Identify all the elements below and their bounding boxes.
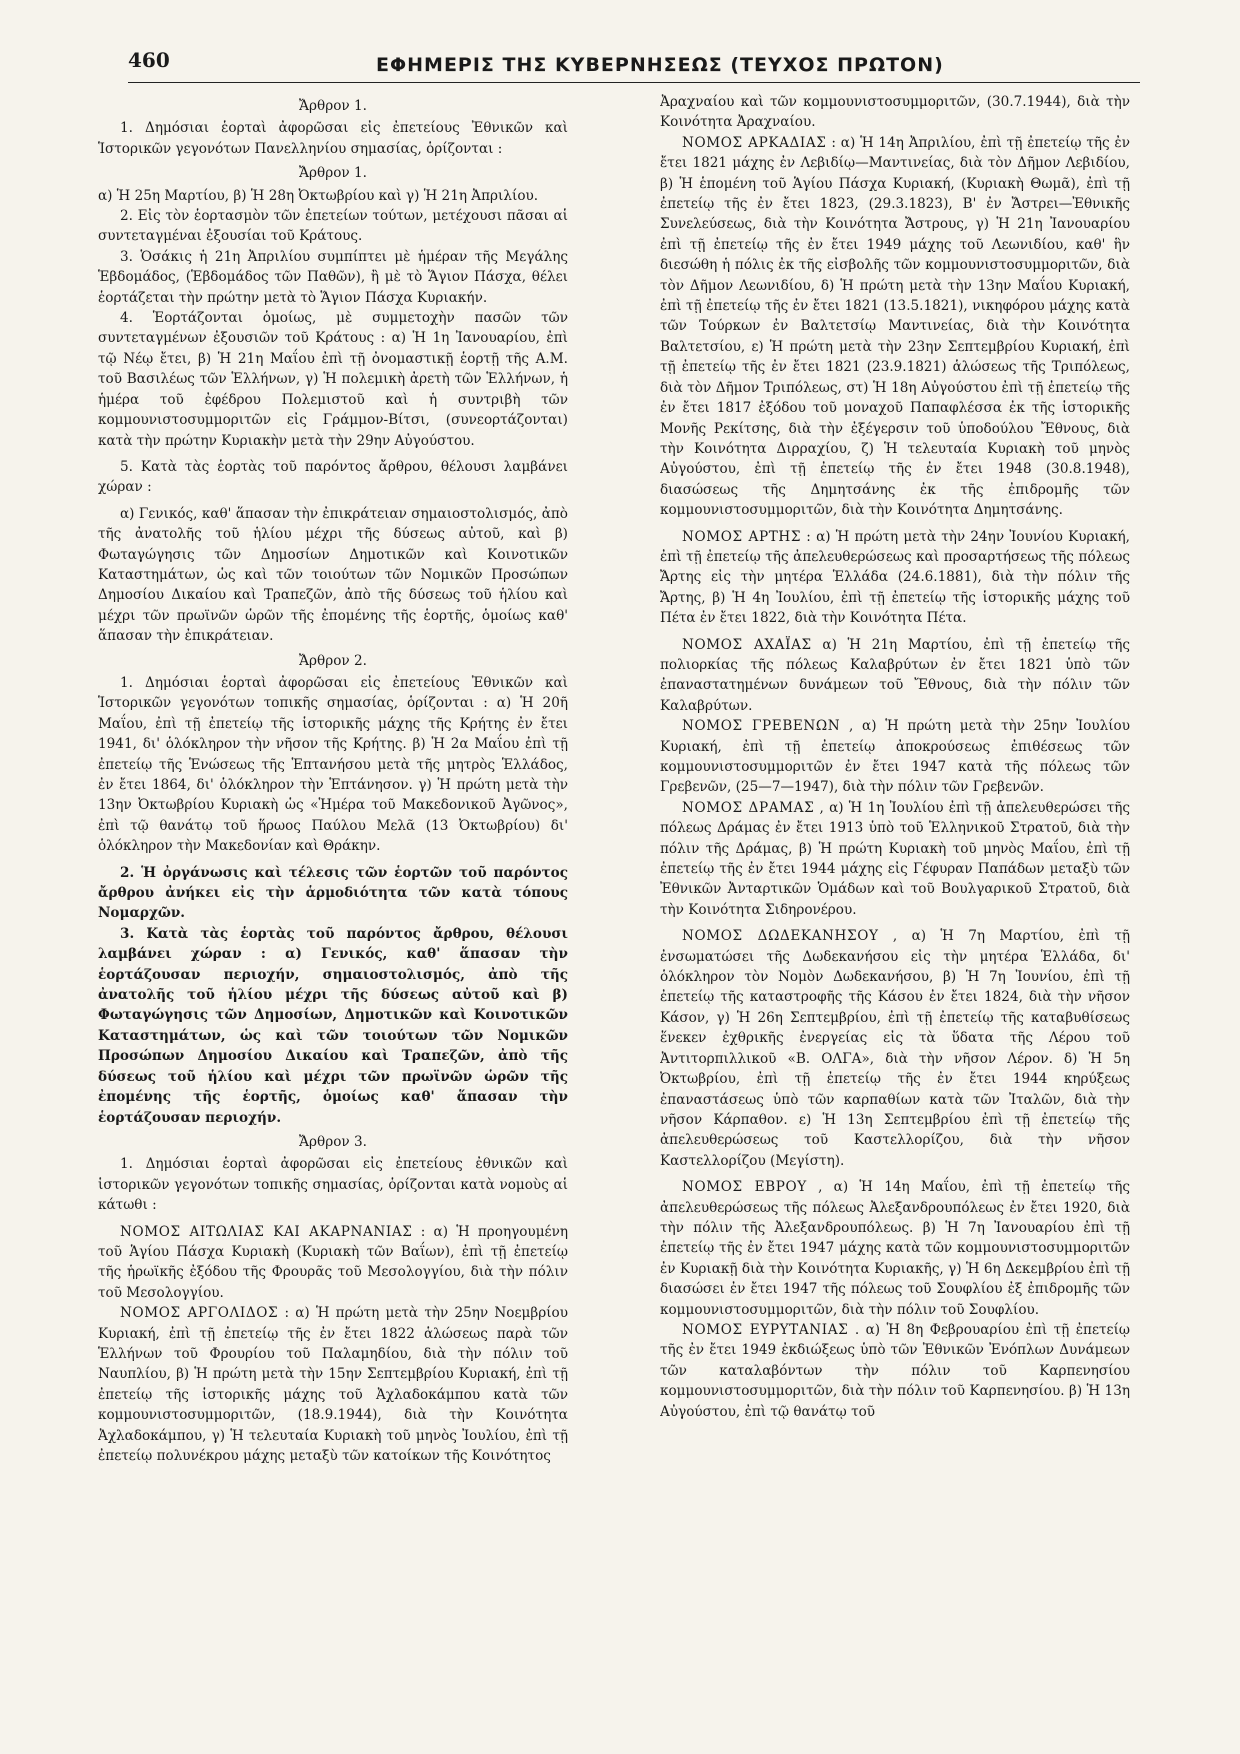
right-column [660,92,1130,1732]
nomos-dodekanisou-name: ΝΟΜΟΣ ΔΩΔΕΚΑΝΗΣΟΥ [682,928,879,945]
article-2-title: Ἄρθρον 2. [299,652,367,669]
nomos-grevenon-entry [660,716,1130,798]
article-3-paragraph-1: 1. Δημόσιαι ἑορταὶ ἀφορῶσαι εἰς ἐπετείους ἐθνικῶν καὶ ἱστορικῶν γεγονότων τοπικῆς σημασίας, ὁρίζονται κατὰ νομοὺς αἱ κάτωθι : [98,1156,568,1214]
nomos-dramas-text: , α) Ἡ 1η Ἰουλίου ἐπὶ τῇ ἀπελευθερώσει τῆς πόλεως Δράμας ἐν ἔτει 1913 ὑπὸ τοῦ Ἑλληνικοῦ Στρατοῦ, διὰ τὴν πόλιν τῆς Δράμας, β) Ἡ πρώτη Κυριακὴ τοῦ μηνὸς Μαΐου, ἐπὶ τῇ ἐπετείῳ τῆς ἐν ἔτει 1944 μάχης εἰς Γέφυραν Παπάδων μεταξὺ τῶν Ἐθνικῶν Ἀνταρτικῶν Ὁμάδων καὶ τοῦ Βουλγαρικοῦ Στρατοῦ, διὰ τὴν Κοινότητα Σιδηρονέρου. [660,799,1130,918]
nomos-arkadias-entry [660,133,1130,521]
nomos-dodekanisou-text: , α) Ἡ 7η Μαρτίου, ἐπὶ τῇ ἐνσωματώσει τῆς Δωδεκανήσου εἰς τὴν μητέρα Ἑλλάδα, δι' ὁλόκληρον τὸν Νομὸν Δωδεκανήσου, β) Ἡ 7η Ἰουνίου, ἐπὶ τῇ ἐπετείῳ τῆς καταστροφῆς τῆς Κάσου ἐν ἔτει 1824, διὰ τὴν νῆσον Κάσον, γ) Ἡ 26η Σεπτεμβρίου, ἐπὶ τῇ ἐπετείῳ τῆς καταβυθίσεως ἕνεκεν ἐχθρικῆς ἐνεργείας εἰς τὰ ὕδατα τῆς Λέρου τοῦ Ἀντιτορπιλλικοῦ «Β. ΟΛΓΑ», διὰ τὴν νῆσον Λέρον. δ) Ἡ 5η Ὀκτωβρίου, ἐπὶ τῇ ἐπετείῳ τῆς ἐν ἔτει 1944 κηρύξεως ἐπαναστάσεως ὑπὸ τῶν καρπαθίων κατὰ τῶν Ἰταλῶν, διὰ τὴν νῆσον Κάρπαθον. ε) Ἡ 13η Σεπτεμβρίου ἐπὶ τῇ ἐπετείῳ τῆς ἀπελευθερώσεως τοῦ Καστελλορίζου, διὰ τὴν νῆσον Καστελλορίζου (Μεγίστη). [660,928,1130,1169]
nomos-evrytanias-name: ΝΟΜΟΣ ΕΥΡΥΤΑΝΙΑΣ [682,1321,849,1338]
nomos-argolidos-text: : α) Ἡ πρώτη μετὰ τὴν 25ην Νοεμβρίου Κυριακή, ἐπὶ τῇ ἐπετείῳ τῆς ἐν ἔτει 1822 ἁλώσεως παρὰ τῶν Ἑλλήνων τοῦ Φρουρίου τοῦ Παλαμηδίου, διὰ τὴν πόλιν τοῦ Ναυπλίου, β) Ἡ πρώτη μετὰ τὴν 15ην Σεπτεμβρίου Κυριακή, ἐπὶ τῇ ἐπετείῳ τῆς ἱστορικῆς μάχης τοῦ Ἀχλαδοκάμπου κατὰ τῶν κομμουνιστοσυμμοριτῶν, (18.9.1944), διὰ τὴν Κοινότητα Ἀχλαδοκάμπου, γ) Ἡ τελευταία Κυριακὴ τοῦ μηνὸς Ἰουλίου, ἐπὶ τῇ ἐπετείῳ πολυνέκρου μάχης μεταξὺ τῶν κατοίκων τῆς Κοινότητος [98,1305,568,1464]
continuation-text: Ἀραχναίου καὶ τῶν κομμουνιστοσυμμοριτῶν, (30.7.1944), διὰ τὴν Κοινότητα Ἀραχναίου. [660,94,1130,131]
nomos-achaias-text: α) Ἡ 21η Μαρτίου, ἐπὶ τῇ ἐπετείῳ τῆς πολιορκίας τῆς πόλεως Καλαβρύτων ἐν ἔτει 1821 ὑπὸ τῶν ἐπαναστατημένων δυνάμεων τοῦ Ἔθνους, διὰ τὴν πόλιν τῶν Καλαβρύτων. [660,636,1130,714]
article-1-paragraph-2: 2. Εἰς τὸν ἑορτασμὸν τῶν ἐπετείων τούτων, μετέχουσι πᾶσαι αἱ συντεταγμέναι ἐξουσίαι τοῦ Κράτους. [98,208,568,245]
nomos-artis-text: : α) Ἡ πρώτη μετὰ τὴν 24ην Ἰουνίου Κυριακή, ἐπὶ τῇ ἐπετείῳ τῆς ἀπελευθερώσεως καὶ προσαρτήσεως τῆς πόλεως Ἄρτης εἰς τὴν μητέρα Ἑλλάδα (24.6.1881), διὰ τὴν πόλιν τῆς Ἄρτης, β) Ἡ 4η Ἰουλίου, ἐπὶ τῇ ἐπετείῳ τῆς ἱστορικῆς μάχης τοῦ Πέτα ἐν ἔτει 1822, διὰ τὴν Κοινότητα Πέτα. [660,528,1130,627]
article-2-paragraph-3: 3. Κατὰ τὰς ἑορτὰς τοῦ παρόντος ἄρθρου, θέλουσι λαμβάνει χώραν : α) Γενικός, καθ' ἅπασαν τὴν ἑορτάζουσαν περιοχήν, σημαιοστολισμός, ἀπὸ τῆς ἀνατολῆς τοῦ ἡλίου μέχρι τῆς δύσεως αὐτοῦ καὶ β) Φωταγώγησις τῶν Δημοσίων, Δημοτικῶν καὶ Κοινοτικῶν Καταστημάτων, ὡς καὶ τῶν τοιούτων τῶν Νομικῶν Προσώπων Δημοσίου Δικαίου καὶ Τραπεζῶν, ἀπὸ τῆς δύσεως τοῦ ἡλίου καὶ μέχρι τῶν πρωϊνῶν ὡρῶν τῆς ἐπομένης τῆς ἑορτῆς, ὁμοίως καθ' ἅπασαν τὴν ἑορτάζουσαν περιοχήν. [98,925,568,1126]
nomos-evrou-text: , α) Ἡ 14η Μαΐου, ἐπὶ τῇ ἐπετείῳ τῆς ἀπελευθερώσεως τῆς πόλεως Ἀλεξανδρουπόλεως ἐν ἔτει 1920, διὰ τὴν πόλιν τῆς Ἀλεξανδρουπόλεως. β) Ἡ 7η Ἰανουαρίου ἐπὶ τῇ ἐπετείῳ τῆς ἐν ἔτει 1947 μάχης κατὰ τῶν κομμουνιστοσυμμοριτῶν ἐν Κυριακῇ διὰ τὴν Κοινότητα Κυριακῆς, γ) Ἡ 6η Δεκεμβρίου ἐπὶ τῇ διασώσει ἐν ἔτει 1947 τῆς πόλεως τοῦ Σουφλίου ἐξ ἐπιδρομῆς τῶν κομμουνιστοσυμμοριτῶν, διὰ τὴν πόλιν τοῦ Σουφλίου. [660,1179,1130,1318]
nomos-evrytanias-entry [660,1320,1130,1422]
nomos-grevenon-name: ΝΟΜΟΣ ΓΡΕΒΕΝΩΝ [682,718,841,735]
nomos-achaias-name: ΝΟΜΟΣ ΑΧΑΪΑΣ [682,636,812,653]
running-head: ΕΦΗΜΕΡΙΣ ΤΗΣ ΚΥΒΕΡΝΗΣΕΩΣ (ΤΕΥΧΟΣ ΠΡΩΤΟΝ) [376,54,944,76]
left-column [98,92,568,1732]
nomos-artis-entry [660,527,1130,629]
nomos-argolidos-entry [98,1303,568,1466]
nomos-arkadias-text: : α) Ἡ 14η Ἀπριλίου, ἐπὶ τῇ ἐπετείῳ τῆς ἐν ἔτει 1821 μάχης ἐν Λεβιδίῳ—Μαντινείας, διὰ τὸν Δῆμον Λεβιδίου, β) Ἡ ἑπομένη τοῦ Ἁγίου Πάσχα Κυριακή, (Κυριακὴ Θωμᾶ), ἐπὶ τῇ ἐπετείῳ τῆς ἐν ἔτει 1823, (29.3.1823), Β' ἐν Ἄστρει—Ἐθνικῆς Συνελεύσεως, διὰ τὴν Κοινότητα Ἄστρους, γ) Ἡ 21η Ἰανουαρίου ἐπὶ τῇ ἐπετείῳ τῆς ἐν ἔτει 1949 μάχης τοῦ Λεωνιδίου, καθ' ἣν διεσώθη ἡ πόλις ἐκ τῆς εἰσβολῆς τῶν κομμουνιστοσυμμοριτῶν, διὰ τὸν Δῆμον Λεωνιδίου, δ) Ἡ πρώτη μετὰ τὴν 13ην Μαΐου Κυριακή, ἐπὶ τῇ ἐπετείῳ τῆς ἐν ἔτει 1821 (13.5.1821), νικηφόρου μάχης κατὰ τῶν Τούρκων ἐν Βαλτετσίῳ Μαντινείας, διὰ τὴν Κοινότητα Βαλτετσίου, ε) Ἡ πρώτη μετὰ τὴν 23ην Σεπτεμβρίου Κυριακή, ἐπὶ τῇ ἐπετείῳ τῆς ἐν ἔτει 1821 (23.9.1821) ἁλώσεως τῆς Τριπόλεως, διὰ τὸν Δῆμον Τριπόλεως, στ) Ἡ 18η Αὐγούστου ἐπὶ τῇ ἐπετείῳ τῆς ἐν ἔτει 1817 ἐξόδου τοῦ μοναχοῦ Παπαφλέσσα ἐκ τῆς ἱστορικῆς Μονῆς Ρεκίτσης, διὰ τὴν ἐξέγερσιν τοῦ ὑποδούλου Ἔθνους, διὰ τὴν Κοινότητα Διρραχίου, ζ) Ἡ τελευταία Κυριακὴ τοῦ μηνὸς Αὐγούστου, ἐπὶ τῇ ἐπετείῳ τῆς ἐν ἔτει 1948 (30.8.1948), διασώσεως τῆς Δημητσάνης ἐκ τῆς ἐπιδρομῆς τῶν κομμουνιστοσυμμοριτῶν, διὰ τὴν Κοινότητα Δημητσάνης. [660,134,1130,519]
nomos-aitolias-text: : α) Ἡ προηγουμένη τοῦ Ἁγίου Πάσχα Κυριακὴ (Κυριακὴ τῶν Βαΐων), ἐπὶ τῇ ἐπετείῳ τῆς ἡρωϊκῆς ἐξόδου τῆς Φρουρᾶς τοῦ Μεσολογγίου, διὰ τὴν πόλιν τοῦ Μεσολογγίου. [98,1223,568,1301]
nomos-evrytanias-text: . α) Ἡ 8η Φεβρουαρίου ἐπὶ τῇ ἐπετείῳ τῆς ἐν ἔτει 1949 ἐκδιώξεως ὑπὸ τῶν Ἐθνικῶν Ἐνόπλων Δυνάμεων τῶν καταλαβόντων τὴν πόλιν τοῦ Καρπενησίου κομμουνιστοσυμμοριτῶν, διὰ τὴν πόλιν τοῦ Καρπενησίου. β) Ἡ 13η Αὐγούστου, ἐπὶ τῷ θανάτῳ τοῦ [660,1321,1130,1420]
nomos-artis-name: ΝΟΜΟΣ ΑΡΤΗΣ [682,528,802,545]
article-2-paragraph-2: 2. Ἡ ὀργάνωσις καὶ τέλεσις τῶν ἑορτῶν τοῦ παρόντος ἄρθρου ἀνήκει εἰς τὴν ἁρμοδιότητα τῶν κατὰ τόπους Νομαρχῶν. [98,864,568,922]
nomos-grevenon-text: , α) Ἡ πρώτη μετὰ τὴν 25ην Ἰουλίου Κυριακή, ἐπὶ τῇ ἐπετείῳ ἀποκρούσεως ἐπιθέσεως τῶν κομμουνιστοσυμμοριτῶν ἐν ἔτει 1947 κατὰ τῆς πόλεως τῶν Γρεβενῶν, (25—7—1947), διὰ τὴν πόλιν τῶν Γρεβενῶν. [660,718,1130,796]
nomos-arkadias-name: ΝΟΜΟΣ ΑΡΚΑΔΙΑΣ [682,134,827,151]
article-1-paragraph-4: 4. Ἑορτάζονται ὁμοίως, μὲ συμμετοχὴν πασῶν τῶν συντεταγμένων ἐξουσιῶν τοῦ Κράτους : α) Ἡ 1η Ἰανουαρίου, ἐπὶ τῷ Νέῳ ἔτει, β) Ἡ 21η Μαΐου ἐπὶ τῇ ὀνομαστικῇ ἑορτῇ τῆς Α.Μ. τοῦ Βασιλέως τῶν Ἑλλήνων, γ) Ἡ πολεμικὴ ἀρετὴ τῶν Ἑλλήνων, ἡ ἡμέρα τοῦ ἐφέδρου Πολεμιστοῦ καὶ ἡ συντριβὴ τῶν κομμουνιστοσυμμοριτῶν εἰς Γράμμον-Βίτσι, (συνεορτάζονται) κατὰ τὴν πρώτην Κυριακὴν μετὰ τὴν 29ην Αὐγούστου. [98,310,568,449]
article-1-paragraph-5a: α) Γενικός, καθ' ἅπασαν τὴν ἐπικράτειαν σημαιοστολισμός, ἀπὸ τῆς ἀνατολῆς τοῦ ἡλίου μέχρι τῆς δύσεως αὐτοῦ, καὶ β) Φωταγώγησις τῶν Δημοσίων Δημοτικῶν καὶ Κοινοτικῶν Καταστημάτων, ὡς καὶ τῶν τοιούτων τῶν Νομικῶν Προσώπων Δημοσίου Δικαίου καὶ Τραπεζῶν, ἀπὸ τῆς δύσεως τοῦ ἡλίου καὶ μέχρι τῶν πρωϊνῶν ὡρῶν τῆς ἐπομένης τῆς ἑορτῆς, ὁμοίως καθ' ἅπασαν τὴν ἐπικράτειαν. [98,505,568,645]
nomos-achaias-entry [660,635,1130,717]
page-header [128,48,1140,83]
article-1-paragraph-1b: α) Ἡ 25η Μαρτίου, β) Ἡ 28η Ὀκτωβρίου καὶ γ) Ἡ 21η Ἀπριλίου. [98,187,539,204]
nomos-argolidos-name: ΝΟΜΟΣ ΑΡΓΟΛΙΔΟΣ [120,1305,279,1322]
article-1-title: Ἄρθρον 1. [299,98,367,114]
nomos-dramas-name: ΝΟΜΟΣ ΔΡΑΜΑΣ [682,799,815,816]
article-2-paragraph-1: 1. Δημόσιαι ἑορταὶ ἀφορῶσαι εἰς ἐπετείους Ἐθνικῶν καὶ Ἱστορικῶν γεγονότων τοπικῆς σημασίας, ὁρίζονται : α) Ἡ 20ῆ Μαΐου, ἐπὶ τῇ ἐπετείῳ τῆς ἱστορικῆς μάχης τῆς Κρήτης ἐν ἔτει 1941, δι' ὁλόκληρον τὴν νῆσον τῆς Κρήτης. β) Ἡ 2α Μαΐου ἐπὶ τῇ ἐπετείῳ τῆς Ἑνώσεως τῆς Ἑπτανήσου μετὰ τῆς μητρὸς Ἑλλάδος, ἐν ἔτει 1864, δι' ὁλόκληρον τὴν Ἑπτάνησον. γ) Ἡ πρώτη μετὰ τὴν 13ην Ὀκτωβρίου Κυριακὴ ὡς «Ἡμέρα τοῦ Μακεδονικοῦ Ἀγῶνος», ἐπὶ τῷ θανάτῳ τοῦ ἥρωος Παύλου Μελᾶ (13 Ὀκτωβρίου) δι' ὁλόκληρον τὴν Μακεδονίαν καὶ Θράκην. [98,674,568,855]
nomos-evrou-name: ΝΟΜΟΣ ΕΒΡΟΥ [682,1179,807,1196]
nomos-dramas-entry [660,798,1130,920]
article-1-paragraph-3: 3. Ὁσάκις ἡ 21η Ἀπριλίου συμπίπτει μὲ ἡμέραν τῆς Μεγάλης Ἑβδομάδος, (Ἑβδομάδος τῶν Παθῶν), ἢ μὲ τὸ Ἅγιον Πάσχα, θέλει ἑορτάζεται τὴν πρώτην μετὰ τὸ Ἅγιον Πάσχα Κυριακήν. [98,248,568,306]
article-1-paragraph-1: 1. Δημόσιαι ἑορταὶ ἀφορῶσαι εἰς ἐπετείους Ἐθνικῶν καὶ Ἱστορικῶν γεγονότων Πανελληνίου σημασίας, ὁρίζονται : [98,120,568,157]
article-1-subtitle: Ἄρθρον 1. [299,165,367,182]
nomos-dodekanisou-entry [660,926,1130,1171]
nomos-evrou-entry [660,1177,1130,1320]
nomos-aitolias-name: ΝΟΜΟΣ ΑΙΤΩΛΙΑΣ ΚΑΙ ΑΚΑΡΝΑΝΙΑΣ [120,1223,413,1240]
page-number: 460 [128,48,170,72]
article-3-title: Ἄρθρον 3. [299,1133,367,1150]
article-1-paragraph-5: 5. Κατὰ τὰς ἑορτὰς τοῦ παρόντος ἄρθρου, θέλουσι λαμβάνει χώραν : [98,458,568,496]
nomos-aitolias-entry [98,1222,568,1304]
